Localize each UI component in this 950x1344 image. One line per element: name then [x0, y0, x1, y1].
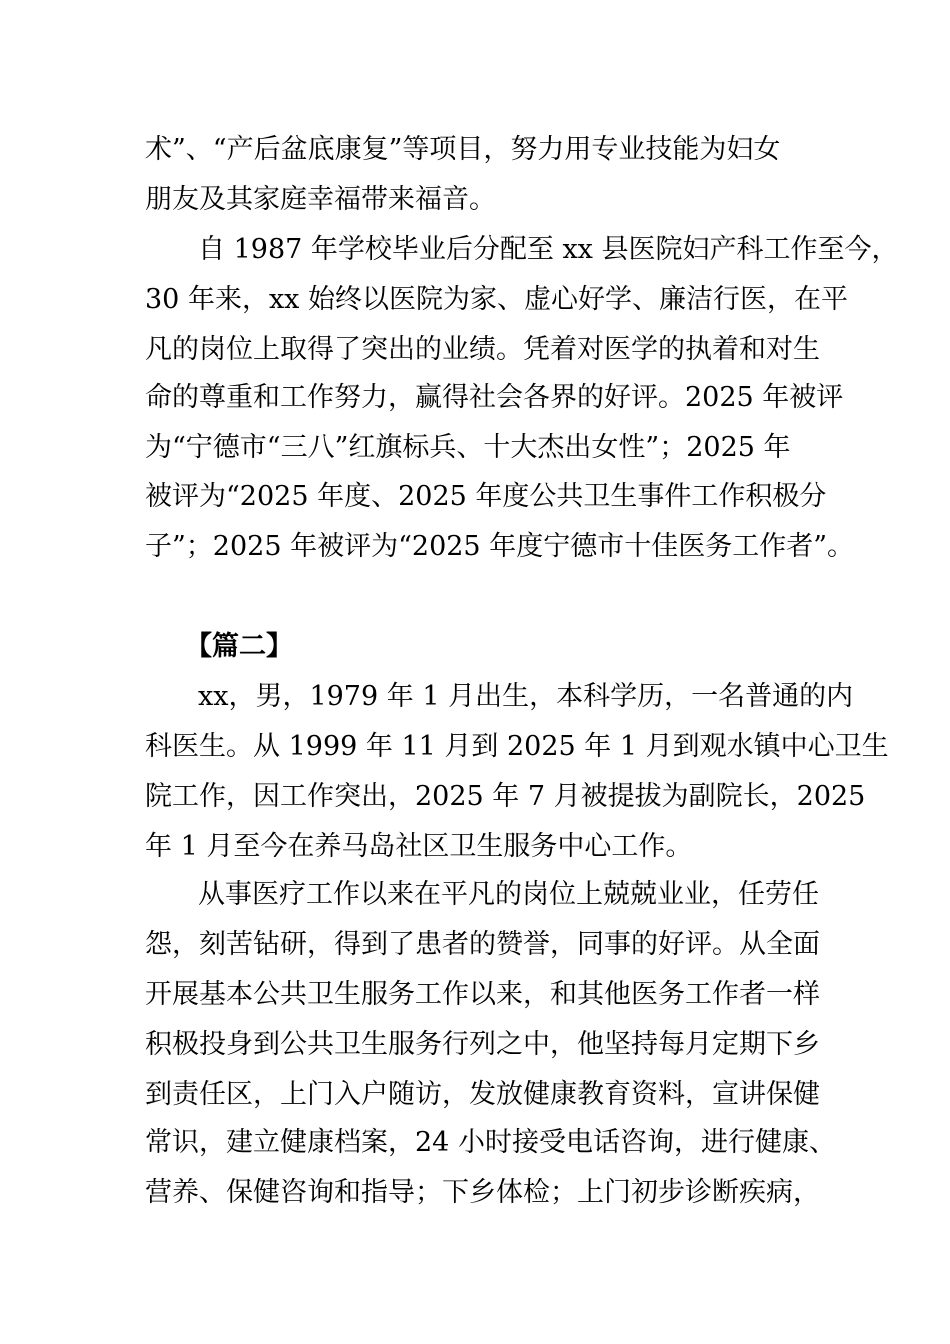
text-line: 30 年来，xx 始终以医院为家、虚心好学、廉洁行医，在平: [145, 284, 848, 315]
text-line: 科医生。从 1999 年 11 月到 2025 年 1 月到观水镇中心卫生: [145, 731, 889, 762]
text-line: 为“宁德市“三八”红旗标兵、十大杰出女性”；2025 年: [145, 432, 791, 463]
text-line: 自 1987 年学校毕业后分配至 xx 县医院妇产科工作至今，: [198, 234, 899, 265]
text-line: 营养、保健咨询和指导；下乡体检；上门初步诊断疾病，: [145, 1177, 820, 1208]
text-line: 被评为“2025 年度、2025 年度公共卫生事件工作积极分: [145, 481, 827, 512]
text-line: xx，男，1979 年 1 月出生，本科学历，一名普通的内: [198, 681, 854, 712]
text-line: 子”；2025 年被评为“2025 年度宁德市十佳医务工作者”。: [145, 531, 854, 562]
text-line: 院工作，因工作突出，2025 年 7 月被提拔为副院长，2025: [145, 781, 866, 812]
text-line: 到责任区，上门入户随访，发放健康教育资料，宣讲保健: [145, 1079, 820, 1110]
text-line: 开展基本公共卫生服务工作以来，和其他医务工作者一样: [145, 979, 820, 1010]
text-line: 从事医疗工作以来在平凡的岗位上兢兢业业，任劳任: [198, 879, 819, 910]
text-line: 术”、“产后盆底康复”等项目，努力用专业技能为妇女: [145, 134, 781, 165]
text-line: 凡的岗位上取得了突出的业绩。凭着对医学的执着和对生: [145, 334, 820, 365]
text-line: 年 1 月至今在养马岛社区卫生服务中心工作。: [145, 831, 693, 862]
text-line: 积极投身到公共卫生服务行列之中，他坚持每月定期下乡: [145, 1029, 820, 1060]
text-line: 命的尊重和工作努力，赢得社会各界的好评。2025 年被评: [145, 382, 844, 413]
section-heading: 【篇二】: [185, 631, 293, 662]
text-line: 怨，刻苦钻研，得到了患者的赞誉，同事的好评。从全面: [145, 929, 820, 960]
text-line: 常识，建立健康档案，24 小时接受电话咨询，进行健康、: [145, 1127, 836, 1158]
text-line: 朋友及其家庭幸福带来福音。: [145, 184, 496, 215]
